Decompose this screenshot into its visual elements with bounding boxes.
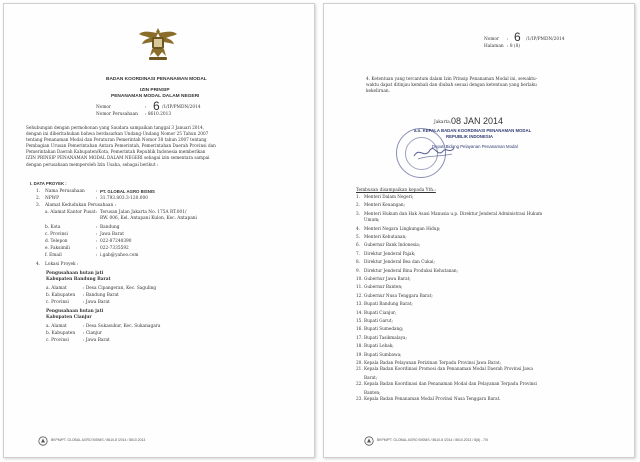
nomor-perusahaan-label: Nomor Perusahaan: [96, 112, 138, 117]
row-number: 4.: [36, 262, 41, 267]
row-label: e. Faksimili: [45, 246, 70, 251]
address-value-cont: RW. 006, Kel. Antapani Kulon, Kec. Antapani: [100, 216, 197, 221]
bkpm-logo-icon: [364, 436, 374, 446]
garuda-emblem-icon: [138, 24, 178, 62]
nomor-handwritten: 6: [514, 30, 521, 44]
page-footer: BKPM/PT. GLOBAL AGRO BISNIS / 8610-8 /2014 / 8610.2013: [51, 438, 146, 442]
nomor-label: Nomor: [96, 105, 112, 110]
location-label: a. Alamat: [46, 324, 67, 329]
company-name: PT. GLOBAL AGRO BISNIS: [100, 189, 155, 194]
location-value: : Cianjur: [83, 331, 102, 336]
intro-line: tentang Penanaman Modal dan Peraturan Pemerintah Nomor 38 tahun 2007 tentang: [26, 137, 207, 143]
location-1-subtitle: Kabupaten Bandung Barat: [46, 277, 111, 282]
nomor-value: /1/IP/PMDN/2014: [526, 37, 565, 42]
province-value: Jawa Barat: [100, 232, 124, 237]
row-number: 3.: [36, 203, 41, 208]
section-heading: I. DATA PROYEK :: [30, 181, 67, 186]
row-label: c. Provinsi: [45, 232, 68, 237]
row-colon: :: [96, 196, 98, 201]
email-value: i.gab@yahoo.com: [100, 253, 139, 258]
phone-value: 022-87240390: [100, 239, 132, 244]
row-colon: :: [96, 246, 98, 251]
intro-line: Pemerintahan Daerah Kabupaten/Kota, Pemerintah Republik Indonesia memberikan: [26, 149, 206, 155]
intro-line: dengan perusahaan memperoleh Izin Usaha, sebagai berikut :: [26, 161, 159, 167]
intro-line: dengan ini diberitahukan bahwa berdasarkan Undang-Undang Nomor 25 Tahun 2007: [26, 131, 209, 137]
location-2-title: Pengusahaan hutan jati: [46, 309, 104, 314]
intro-line: Pembagian Urusan Pemerintahan Antara Pemerintah, Pemerintahan Daerah Provinsi dan: [26, 143, 216, 149]
row-colon: :: [96, 225, 98, 230]
row-colon: :: [96, 253, 98, 258]
row-label: b. Kota: [45, 225, 61, 230]
location-value: : Jawa Barat: [83, 338, 110, 343]
page-footer: BKPM/PT. GLOBAL AGRO BISNIS / 8610-8 /2014 / 8610.2013 / 8(8) - 7/5: [377, 438, 488, 442]
signing-date: 08 JAN 2014: [451, 116, 504, 126]
signing-place: Jakarta,: [434, 120, 452, 125]
item-4-line: 4. Ketentuan yang tercantum dalam Izin Prinsip Penanaman Modal ini, sewaktu-: [366, 76, 538, 81]
intro-line: Sehubungan dengan permohonan yang Saudara sampaikan tanggal 3 Januari 2014,: [26, 125, 205, 130]
row-label: NPWP: [45, 196, 59, 201]
row-number: 2.: [36, 196, 41, 201]
document-page-2: [323, 3, 635, 458]
address-value: Terusan Jalan Jakarta No. 175A RT.001/: [100, 210, 187, 215]
item-4-paragraph: [366, 76, 616, 94]
row-colon: :: [96, 189, 98, 194]
location-value: : Desa Cipangeran, Kec. Saguling: [83, 286, 157, 291]
nomor-colon: :: [507, 37, 509, 42]
nomor-colon: :: [145, 105, 147, 110]
row-label: Lokasi Proyek :: [45, 262, 79, 267]
row-colon: :: [96, 210, 98, 215]
halaman-label: Halaman: [484, 44, 504, 49]
row-label: Alamat Kedudukan Perusahaan :: [45, 203, 117, 208]
halaman-value: : 8 (8): [507, 44, 520, 49]
location-label: c. Provinsi: [46, 338, 69, 343]
signer-line: REPUBLIK INDONESIA: [446, 134, 494, 139]
location-1-title: Pengusahaan hutan jati: [46, 271, 104, 276]
item-4-line: waktu dapat ditinjau kembali dan diubah sesuai dengan ketentuan yang berlaku: [366, 82, 537, 88]
location-value: : Jawa Barat: [83, 300, 110, 305]
location-value: : Desa Sukasukur, Kec. Sukanagara: [83, 324, 161, 329]
intro-paragraph: [26, 125, 296, 168]
document-title: IZIN PRINSIP: [140, 88, 170, 93]
item-4-line: kekeliruan.: [366, 88, 390, 94]
cc-list: 1. Menteri Dalam Negeri; 2. Menteri Keuangan; 3. Menteri Hukum dan Hak Asasi Manusia u.p. Direktur Jenderal Administrasi Hukum Umum; 4. Menteri Negara Lingkungan Hidup; 5. Menteri Kehutanan; 6. Gubernur Bank Indonesia; 7. Direktur Jenderal Pajak; 8. Direktur Jenderal Bea dan Cukai; 9. Direktur Jenderal Bina Produksi Kehutanan; 10. Gubernur Jawa Barat; 11. Gubernur Banten; 12. Gubernur Nusa Tenggara Barat; 13. Bupati Bandung Barat; 14. Bupati Cianjur; 15. Bupati Garut; 16. Bupati Sumedang; 17. Bupati Tasikmalaya; 18. Bupati Lebak; 19. Bupati Sumbawa; 20. Kepala Badan Pelayanan Perizinan Terpadu Provinsi Jawa Barat; 21. Kepala Badan Koordinasi Promosi dan Penanaman Modal Daerah Provinsi Jawa Barat; 22. Kepala Badan Koordinasi dan Penanaman Modal dan Pelayanan Terpadu Provinsi Banten; 23. Kepala Badan Penanaman Modal Provinsi Nusa Tenggara Barat.: [356, 194, 543, 401]
row-label: f. Email: [45, 253, 62, 258]
nomor-label: Nomor: [484, 37, 500, 42]
location-2-subtitle: Kabupaten Cianjur: [46, 315, 92, 320]
document-subtitle: PENANAMAN MODAL DALAM NEGERI: [111, 94, 200, 99]
signer-line: Deputi Bidang Pelayanan Penanaman Modal: [432, 144, 518, 149]
location-label: a. Alamat: [46, 286, 67, 291]
agency-name: BADAN KOORDINASI PENANAMAN MODAL: [106, 77, 207, 82]
npwp-value: 31.793.803.3-120.000: [100, 196, 148, 201]
location-label: b. Kabupaten: [46, 293, 76, 298]
signer-line: a.n. KEPALA BADAN KOORDINASI PENANAMAN MODAL: [414, 128, 532, 133]
location-label: c. Provinsi: [46, 300, 69, 305]
bkpm-logo-icon: [38, 436, 48, 446]
cc-title: Tembusan disampaikan kepada Yth.:: [356, 188, 436, 193]
location-label: b. Kabupaten: [46, 331, 76, 336]
row-label: a. Alamat Kantor Pusat: [45, 210, 96, 215]
nomor-perusahaan-value: : 8610.2013: [145, 112, 172, 117]
row-colon: :: [96, 239, 98, 244]
row-colon: :: [96, 232, 98, 237]
nomor-value: /1/IP/PMDN/2014: [162, 105, 201, 110]
row-number: 1.: [36, 189, 41, 194]
document-page-1: [3, 3, 315, 458]
nomor-handwritten: 6: [153, 99, 160, 113]
location-value: : Bandung Barat: [83, 293, 119, 298]
row-label: d. Telepon: [45, 239, 68, 244]
row-label: Nama Perusahaan: [45, 189, 85, 194]
fax-value: 022-7335592: [100, 246, 129, 251]
intro-line: IZIN PRINSIP PENANAMAN MODAL DALAM NEGERI sebagai izin sementara sampai: [26, 155, 210, 161]
city-value: Bandung: [100, 225, 120, 230]
